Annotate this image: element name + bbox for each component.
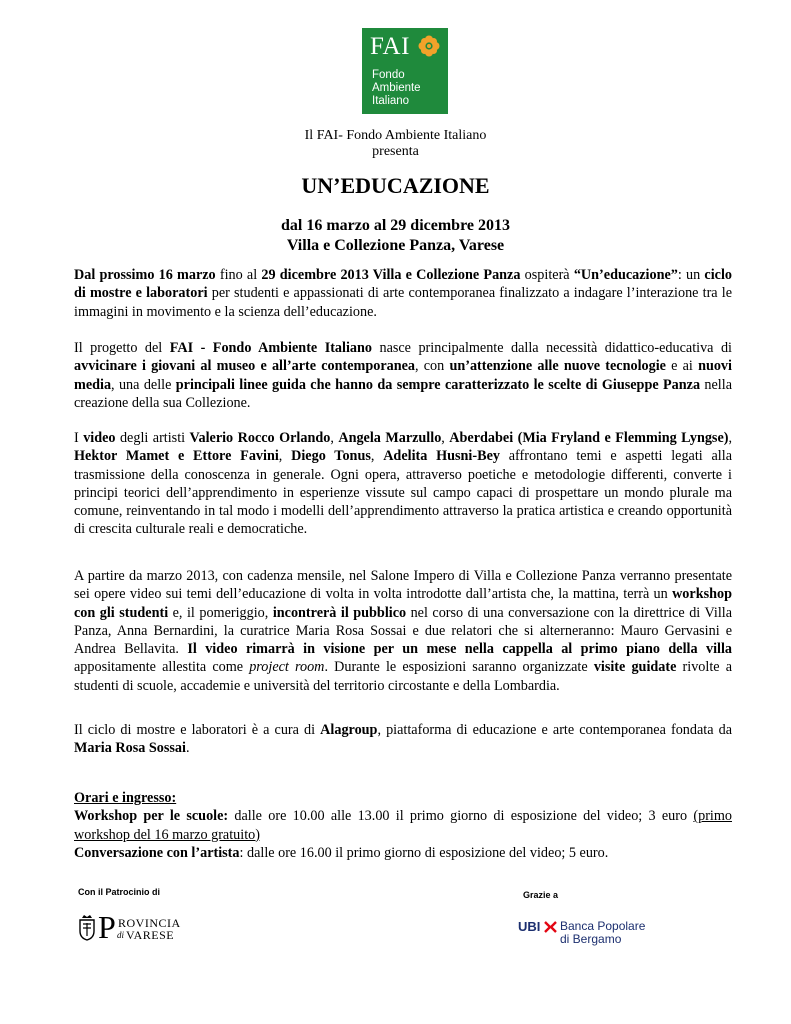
paragraph-text bbox=[74, 567, 732, 695]
text-run: Alagroup bbox=[320, 722, 378, 738]
text-run: e ai bbox=[665, 358, 699, 375]
event-venue: Villa e Collezione Panza, Varese bbox=[286, 237, 505, 254]
text-run: visite guidate bbox=[593, 659, 677, 676]
text-run: , una delle bbox=[111, 376, 176, 393]
text-run: , bbox=[370, 448, 384, 465]
ubi-chevron-icon bbox=[544, 921, 557, 933]
text-run: Adelita Husni-Bey bbox=[383, 448, 500, 465]
text-run: A partire da marzo 2013, con cadenza mensile, nel Salone Impero di Villa e Collezione Panza verranno presentate sei opere video sui temi dell’educazione di volta in volta introdotte dall’artista che, la mattina, terrà un bbox=[74, 568, 732, 603]
text-run: 29 dicembre 2013 Villa e Collezione Panza bbox=[261, 267, 521, 283]
event-dates: dal 16 marzo al 29 dicembre 2013 bbox=[280, 217, 510, 234]
text-run: I bbox=[74, 430, 84, 446]
fai-logo bbox=[362, 28, 448, 114]
page-title: UN’EDUCAZIONE bbox=[301, 173, 490, 198]
text-run: Dal prossimo 16 marzo bbox=[74, 267, 216, 283]
text-run: . Durante le esposizioni saranno organizzate bbox=[324, 659, 594, 676]
text-run: : dalle ore 16.00 il primo giorno di esposizione del video; 5 euro. bbox=[239, 844, 609, 861]
event-details bbox=[0, 216, 791, 256]
text-run: Workshop per le scuole: bbox=[74, 808, 229, 825]
text-run: nasce principalmente dalla necessità didattico-educativa di bbox=[372, 340, 732, 356]
text-run: nella creazione della sua Collezione. bbox=[74, 376, 732, 411]
text-run: appositamente allestita come bbox=[74, 659, 250, 676]
text-run: ospiterà bbox=[520, 267, 574, 283]
paragraph-hours bbox=[74, 789, 732, 862]
presenta-line: presenta bbox=[372, 144, 419, 159]
text-run: project room bbox=[249, 659, 325, 676]
paragraph-text bbox=[74, 429, 732, 539]
text-run: , bbox=[441, 430, 450, 446]
presenter-line: Il FAI- Fondo Ambiente Italiano bbox=[304, 128, 487, 143]
provincia-di: di bbox=[117, 930, 125, 940]
ubi-banca-logo bbox=[518, 917, 658, 947]
paragraph-intro bbox=[74, 266, 732, 321]
text-run: , bbox=[728, 430, 733, 446]
text-run: Diego Tonus bbox=[291, 448, 371, 465]
paragraph-text bbox=[74, 721, 732, 758]
logo-line-3: Italiano bbox=[372, 95, 410, 107]
text-run: “Un’educazione” bbox=[573, 267, 678, 283]
text-run: rivolte a studenti di scuole, accademie e università del territorio circostante e della Lombardia. bbox=[74, 659, 733, 694]
text-run: e, il pomeriggio, bbox=[168, 604, 273, 621]
banca-line-1: Banca Popolare bbox=[560, 919, 646, 933]
text-run: FAI - Fondo Ambiente Italiano bbox=[169, 340, 372, 356]
text-run: Maria Rosa Sossai bbox=[74, 740, 186, 757]
paragraph-program bbox=[74, 567, 732, 695]
text-run: Valerio Rocco Orlando bbox=[189, 430, 331, 446]
grazie-label: Grazie a bbox=[523, 890, 559, 900]
text-run: . bbox=[185, 740, 190, 757]
text-run: degli artisti bbox=[115, 430, 190, 446]
paragraph-artists bbox=[74, 429, 732, 539]
paragraph-text bbox=[74, 789, 732, 862]
text-run: Il ciclo di mostre e laboratori è a cura di bbox=[74, 722, 321, 738]
text-run: principali linee guida che hanno da sempre caratterizzato le scelte di Giuseppe Panza bbox=[175, 376, 701, 393]
text-run: per studenti e appassionati di arte contemporanea finalizzato a indagare l’interazione tra le immagini in movimento e la scienza dell’educazione. bbox=[74, 285, 732, 320]
text-run: nel corso di una conversazione con la direttrice di Villa Panza, Anna Bernardini, la curatrice Maria Rosa Sossai e due relatori che si alterneranno: Mauro Gervasini e Andrea Bellavita. bbox=[74, 604, 732, 658]
paragraph-curators bbox=[74, 721, 732, 758]
text-run: Orari e ingresso: bbox=[74, 790, 177, 806]
text-run: nuovi media bbox=[74, 358, 732, 393]
text-run: avvicinare i giovani al museo e all’arte contemporanea bbox=[74, 358, 416, 375]
flower-icon bbox=[418, 35, 440, 57]
logo-line-1: Fondo bbox=[372, 69, 405, 81]
text-run: Conversazione con l’artista bbox=[74, 844, 240, 861]
paragraph-text bbox=[74, 339, 732, 412]
text-run: , piattaforma di educazione e arte contemporanea fondata da bbox=[377, 722, 732, 738]
text-run: video bbox=[83, 430, 116, 446]
text-run: Il progetto del bbox=[74, 340, 170, 356]
text-run: (primo workshop del 16 marzo gratuito) bbox=[74, 808, 732, 843]
text-run: fino al bbox=[215, 267, 262, 283]
paragraph-project bbox=[74, 339, 732, 412]
text-run: , bbox=[330, 430, 339, 446]
text-run: Aberdabei (Mia Fryland e Flemming Lyngse) bbox=[449, 430, 729, 446]
provincia-top: ROVINCIA bbox=[118, 916, 181, 930]
paragraph-text bbox=[74, 266, 732, 321]
provincia-varese-logo bbox=[78, 909, 181, 945]
text-run: Hektor Mamet e Ettore Favini bbox=[74, 448, 279, 465]
banca-line-2: di Bergamo bbox=[560, 932, 622, 946]
text-run: un’attenzione alle nuove tecnologie bbox=[449, 358, 666, 375]
logo-line-2: Ambiente bbox=[372, 82, 421, 94]
provincia-p: P bbox=[98, 909, 116, 945]
text-run: Angela Marzullo bbox=[338, 430, 442, 446]
provincia-bottom: VARESE bbox=[126, 928, 175, 942]
text-run: incontrerà il pubblico bbox=[272, 604, 407, 621]
text-run: Il video rimarrà in visione per un mese nella cappella al primo piano della villa bbox=[187, 641, 733, 658]
text-run: , bbox=[278, 448, 292, 465]
patrocinio-label: Con il Patrocinio di bbox=[78, 887, 161, 897]
text-run: dalle ore 10.00 alle 13.00 il primo giorno di esposizione del video; 3 euro bbox=[228, 808, 694, 825]
intro-block bbox=[0, 128, 791, 160]
logo-brand: FAI bbox=[370, 33, 410, 60]
text-run: ciclo di mostre e laboratori bbox=[74, 267, 732, 302]
text-run: : un bbox=[677, 267, 705, 283]
coat-of-arms-icon bbox=[78, 915, 96, 941]
ubi-text: UBI bbox=[518, 919, 541, 934]
text-run: workshop con gli studenti bbox=[74, 586, 732, 621]
text-run: affrontano temi e aspetti legati alla trasmissione della conoscenza in generale. Ogni opera, attraverso poetiche e metodologie differenti, converte i principi teorici dell’apprendimento in esperienze vissute sul campo capaci di prospettare un mondo plurale ma comune, reinventando in tal modo i modelli dell’apprendimento attraverso la pratica artistica e creando opportunità di crescita culturale reali e democratiche. bbox=[74, 448, 732, 538]
text-run: , con bbox=[415, 358, 450, 375]
